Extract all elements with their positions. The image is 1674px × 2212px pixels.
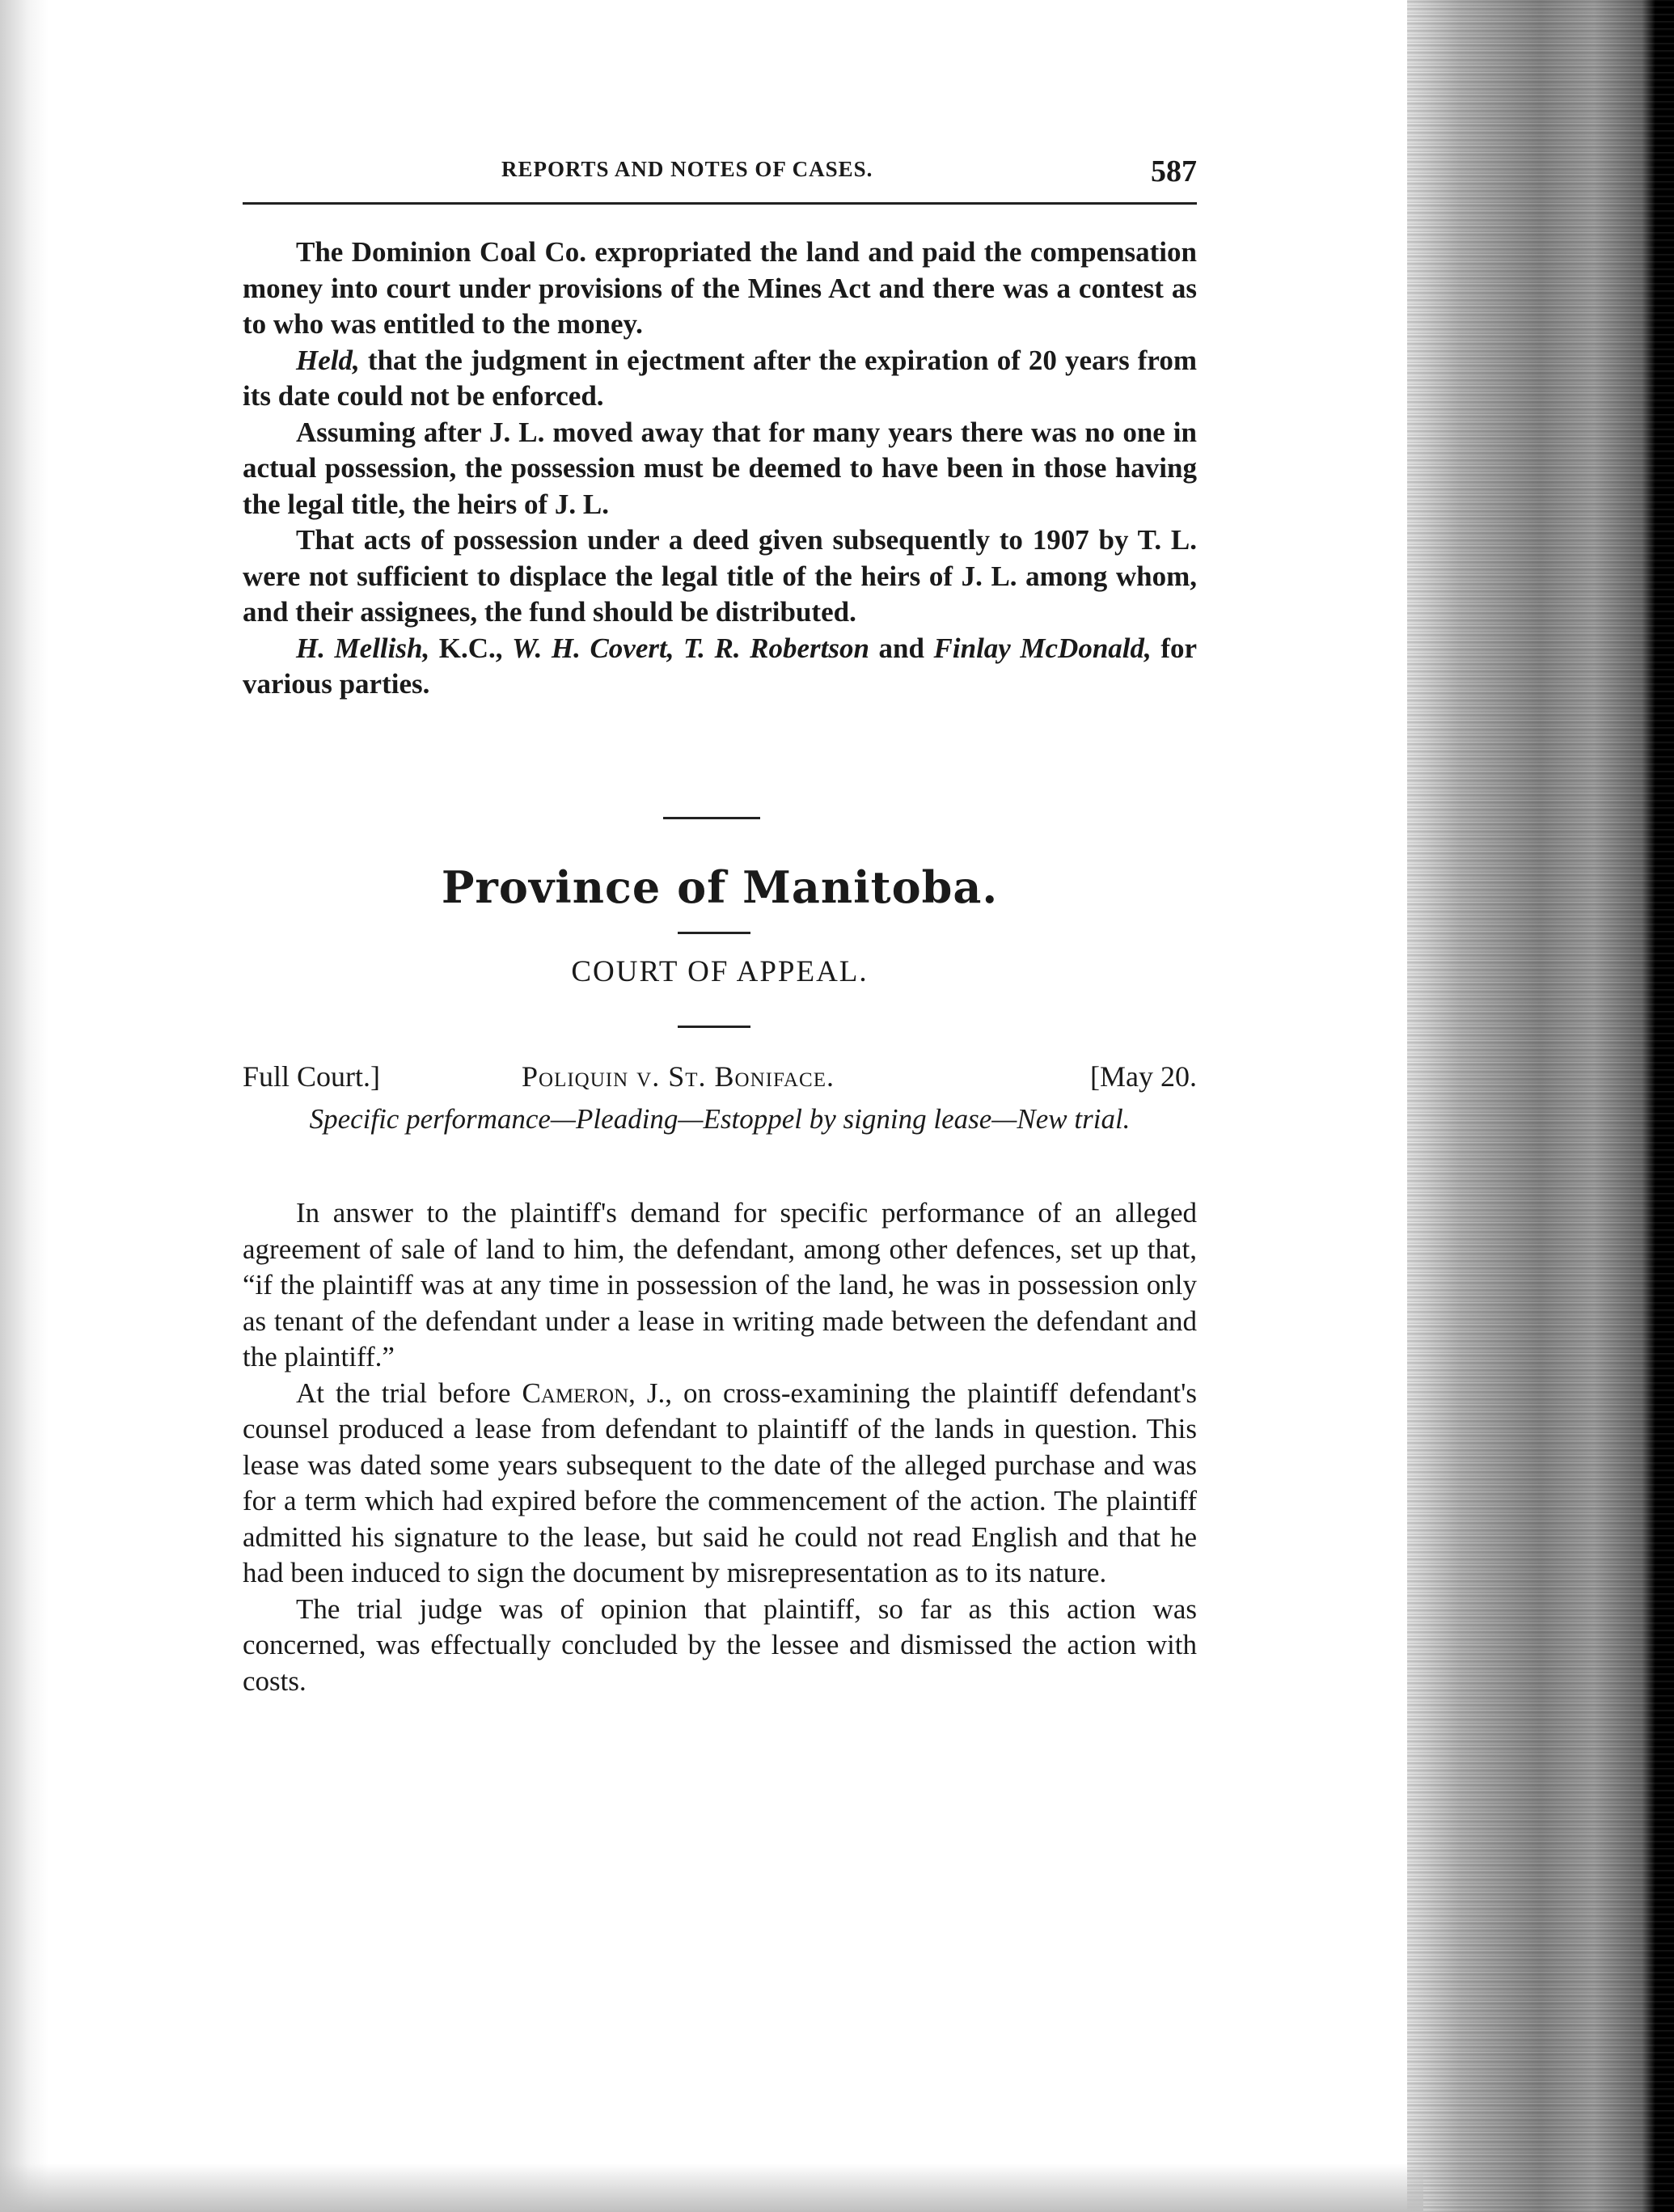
counsel-kc: K.C.,	[429, 632, 513, 664]
counsel-and: and	[869, 632, 934, 664]
running-title: REPORTS AND NOTES OF CASES.	[501, 157, 873, 181]
province-heading: Province of Manitoba.	[441, 861, 999, 913]
paragraph-held	[243, 343, 1197, 415]
province-divider-rule	[678, 932, 750, 934]
counsel-name-2: W. H. Covert, T. R. Robertson	[512, 632, 869, 664]
case-line	[243, 1059, 1197, 1100]
paragraph-answer: In answer to the plaintiff's demand for specific performance of an alleged agreement of sale of land to him, the defendant, among other defences, set up that, “if the plaintiff was at any time in possession of the land, he was in possession only as tenant of the defendant under a lease in writing made between the defendant and the plaintiff.”	[243, 1197, 1197, 1372]
trial-text-a: At the trial before	[296, 1377, 522, 1409]
court-heading: COURT OF APPEAL.	[571, 955, 869, 988]
paragraph-counsel	[243, 631, 1197, 703]
paragraph-possession: Assuming after J. L. moved away that for many years there was no one in actual possession, the possession must be deemed to have been in those having the legal title, the heirs of J. L.	[243, 416, 1197, 520]
counsel-name-3: Finlay McDonald,	[933, 632, 1152, 664]
court-divider-rule	[678, 1026, 750, 1028]
header-rule	[243, 202, 1197, 205]
headnote: Specific performance—Pleading—Estoppel by signing lease—New trial.	[309, 1103, 1131, 1135]
paragraph-acts-of-possession: That acts of possession under a deed given subsequently to 1907 by T. L. were not sufficient to displace the legal title of the heirs of J. L. among whom, and their assignees, the fund should be distributed.	[243, 524, 1197, 628]
case-date: [May 20.	[1090, 1060, 1197, 1093]
paragraph-opinion: The trial judge was of opinion that plaintiff, so far as this action was concerned, was effectually concluded by the lessee and dismissed the action with costs.	[243, 1592, 1197, 1697]
counsel-name-1: H. Mellish,	[296, 632, 430, 664]
paragraph-expropriation: The Dominion Coal Co. expropriated the land and paid the compensation money into court under provisions of the Mines Act and there was a contest as to who was entitled to the money.	[243, 236, 1197, 340]
case-name: Poliquin v. St. Boniface.	[522, 1060, 835, 1093]
counsel-tail: for various parties.	[243, 632, 1198, 700]
paragraph-trial	[243, 1376, 1197, 1592]
section-divider-rule	[663, 817, 760, 819]
running-head	[243, 154, 1197, 194]
trial-text-b: , J., on cross-examining the plaintiff defendant's counsel produced a lease from defendant to plaintiff of the lands in question. This lease was dated some years subsequent to the date of the alleged purchase and was for a term which had expired before the commencement of the action. The plaintiff admitted his signature to the lease, but said he could not read English and that he had been induced to sign the document by misrepresentation as to its nature.	[243, 1377, 1197, 1588]
judge-name: Cameron	[522, 1377, 629, 1409]
court-label: Full Court.]	[243, 1060, 381, 1093]
top-text-block	[243, 235, 1197, 703]
held-text: that the judgment in ejectment after the expiration of 20 years from its date could not be enforced.	[243, 344, 1197, 412]
held-label: Held,	[296, 344, 360, 376]
page-number: 587	[1151, 154, 1197, 188]
bottom-text-block	[243, 1195, 1197, 1699]
